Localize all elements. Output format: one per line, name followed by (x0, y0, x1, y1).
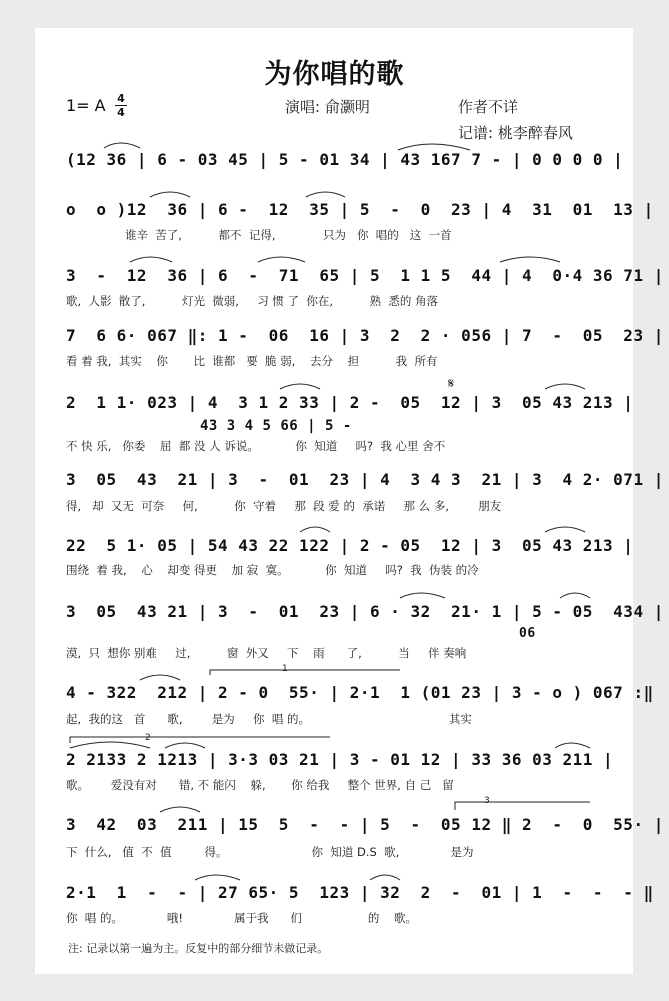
lyric-row: 围绕 着 我, 心 却变 得更 加 寂 寞。 你 知道 吗? 我 伪装 的冷 (66, 563, 479, 577)
notation-row: 4 - 322 212 | 2 - 0 55· | 2·1 1 (01 23 | 3 - o ) 067 :‖ (66, 683, 654, 702)
slur-arc (300, 527, 330, 532)
slur-arc (160, 807, 200, 812)
notation-row: 2 1 1· 023 | 4 3 1 2 33 | 2 - 05 12 | 3 05 43 213 | (66, 393, 634, 412)
volta-number: 3 (484, 796, 490, 806)
singer-credit: 演唱: 俞灏明 (285, 98, 370, 116)
slur-arc (306, 192, 345, 197)
meter-bottom: 4 (117, 106, 125, 119)
volta-bracket (210, 670, 400, 675)
notation-row: 3 05 43 21 | 3 - 01 23 | 6 · 32 21· 1 | 5 - 05 434 | (66, 602, 664, 621)
notation-row: (12 36 | 6 - 03 45 | 5 - 01 34 | 43 167 7 - | 0 0 0 0 | (66, 150, 624, 169)
footnote: 注: 记录以第一遍为主。反复中的部分细节未做记录。 (68, 942, 329, 955)
slur-arc (370, 875, 400, 880)
lyric-row: 谁辛 苦了, 都不 记得, 只为 你 唱的 这 一首 (125, 228, 452, 242)
volta-number: 1 (282, 664, 288, 674)
slur-arc (130, 257, 172, 262)
notation-row: 3 - 12 36 | 6 - 71 65 | 5 1 1 5 44 | 4 0·4 36 71 | (66, 266, 664, 285)
key-signature: 1= A (66, 96, 106, 115)
segno-sign: 𝄋 (448, 376, 455, 392)
notation-row: 2 2133 2 1213 | 3·3 03 21 | 3 - 01 12 | 33 36 03 211 | (66, 750, 614, 769)
notation-row: 3 42 03 211 | 15 5 - - | 5 - 05 12 ‖ 2 - 0 55· | (66, 815, 664, 834)
lyric-row: 下 什么, 值 不 值 得。 你 知道 D.S 歌, 是为 (66, 845, 474, 859)
lower-voice-notes: 43 3 4 5 66 | 5 - (200, 418, 352, 434)
slur-arc (545, 384, 585, 389)
slur-arc (150, 192, 190, 197)
slur-arc (555, 743, 590, 748)
slur-arc (500, 257, 560, 262)
lyric-row: 歌。 爱没有对 错, 不 能闪 躲, 你 给我 整个 世界, 自 己 留 (66, 778, 454, 792)
slur-arc (195, 875, 240, 880)
notation-row: 3 05 43 21 | 3 - 01 23 | 4 3 4 3 21 | 3 4 2· 071 | (66, 470, 664, 489)
lyric-row: 看 着 我, 其实 你 比 谁都 要 脆 弱, 去分 担 我 所有 (66, 354, 438, 368)
lower-voice-notes: 06 (519, 626, 536, 641)
slur-arc (258, 257, 305, 262)
lyric-row: 起, 我的这 首 歌, 是为 你 唱 的。 其实 (66, 712, 472, 726)
lyric-row: 漠, 只 想你 别难 过, 窗 外又 下 雨 了, 当 伴 奏响 (66, 646, 467, 660)
slur-arc (398, 144, 470, 150)
slur-arc (280, 384, 320, 389)
transcriber-credit: 记谱: 桃李醉春风 (458, 124, 573, 142)
volta-number: 2 (145, 733, 151, 743)
notation-row: 2·1 1 - - | 27 65· 5 123 | 32 2 - 01 | 1 - - - ‖ (66, 883, 654, 902)
lyric-row: 不 快 乐, 你委 屈 都 没 人 诉说。 你 知道 吗? 我 心里 舍不 (66, 439, 446, 453)
composer-credit: 作者不详 (458, 98, 519, 116)
slur-arc (70, 742, 150, 748)
slur-arc (545, 527, 585, 532)
lyric-row: 你 唱 的。 哦! 属于我 们 的 歌。 (66, 911, 417, 925)
song-title: 为你唱的歌 (264, 59, 405, 90)
slur-arc (165, 743, 205, 748)
notation-row: o o )12 36 | 6 - 12 35 | 5 - 0 23 | 4 31 01 13 | (66, 200, 654, 219)
meter-top: 4 (117, 92, 125, 105)
lyric-row: 歌, 人影 散了, 灯光 微弱, 习 惯 了 你在, 熟 悉的 角落 (66, 294, 439, 308)
notation-row: 22 5 1· 05 | 54 43 22 122 | 2 - 05 12 | 3 05 43 213 | (66, 536, 634, 555)
slur-arc (140, 675, 180, 680)
notation-row: 7 6 6· 067 ‖: 1 - 06 16 | 3 2 2 · 056 | 7 - 05 23 | (66, 326, 664, 345)
slur-arc (104, 143, 140, 148)
volta-bracket (455, 802, 590, 810)
slur-arc (400, 593, 445, 598)
slur-arc (560, 593, 590, 598)
lyric-row: 得, 却 又无 可奈 何, 你 守着 那 段 爱 的 承诺 那 么 多, 朋友 (66, 499, 502, 513)
